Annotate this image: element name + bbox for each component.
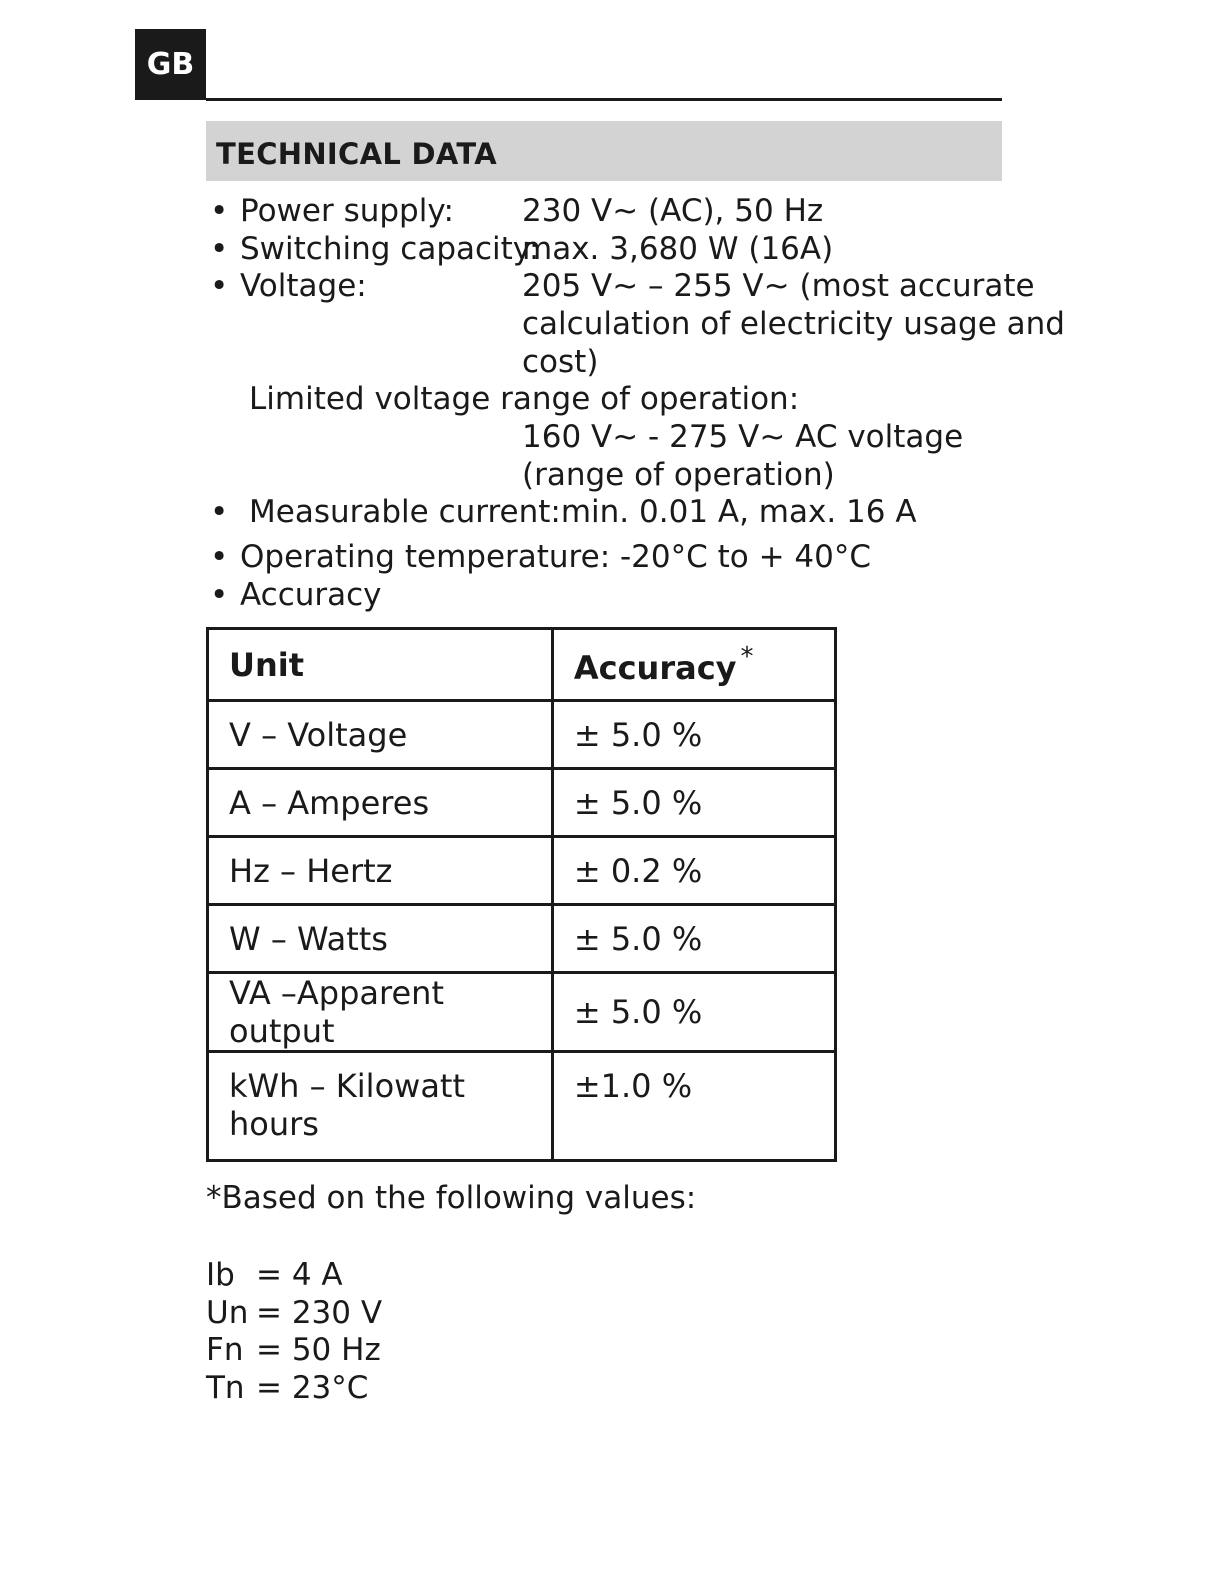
table-row [208,837,836,905]
bullet-icon: • [210,268,229,304]
unit-cell [208,1052,553,1161]
reference-value [206,1369,368,1407]
accuracy-cell: ± 5.0 % [552,905,835,973]
reference-value [206,1294,382,1332]
bullet-icon: • [210,231,229,267]
table-row [208,905,836,973]
voltage-label: Voltage: [240,268,367,304]
accuracy-cell: ± 0.2 % [552,837,835,905]
operating-temperature: Operating temperature: -20°C to + 40°C [240,539,872,575]
reference-val: = 23°C [256,1370,369,1406]
unit-cell: A – Amperes [208,769,553,837]
table-row [208,1052,836,1161]
unit-cell: W – Watts [208,905,553,973]
reference-key: Un [206,1295,249,1331]
unit-cell: Hz – Hertz [208,837,553,905]
measurable-current: Measurable current:min. 0.01 A, max. 16 A [249,494,917,530]
accuracy-cell: ± 5.0 % [552,973,835,1052]
accuracy-heading: Accuracy [240,577,382,613]
unit-cell: V – Voltage [208,701,553,769]
unit-line-1: kWh – Kilowatt [229,1067,466,1105]
accuracy-cell: ±1.0 % [552,1052,835,1161]
language-tab: GB [135,29,206,100]
reference-val: = 230 V [256,1295,383,1331]
bullet-icon: • [210,193,229,229]
power-supply-label: Power supply: [240,193,454,229]
table-row [208,701,836,769]
header-asterisk: * [740,642,754,672]
accuracy-cell: ± 5.0 % [552,769,835,837]
reference-key: Fn [206,1332,244,1368]
header-accuracy [552,629,835,701]
header-accuracy-label: Accuracy [573,649,737,687]
unit-cell: VA –Apparent output [208,973,553,1052]
limited-voltage-line-2: (range of operation) [522,457,835,493]
limited-voltage-label: Limited voltage range of operation: [249,381,800,417]
section-title: TECHNICAL DATA [216,137,497,171]
power-supply-value: 230 V~ (AC), 50 Hz [522,193,824,229]
switching-capacity-label: Switching capacity: [240,231,540,267]
unit-line-2: hours [229,1105,319,1143]
bullet-icon: • [210,494,229,530]
reference-value [206,1256,343,1294]
table-row [208,973,836,1052]
reference-val: = 4 A [256,1257,343,1293]
switching-capacity-value: max. 3,680 W (16A) [522,231,834,267]
section-header [206,121,1002,181]
header-rule [206,98,1002,101]
reference-value [206,1331,381,1369]
header-unit: Unit [208,629,553,701]
accuracy-cell: ± 5.0 % [552,701,835,769]
bullet-icon: • [210,539,229,575]
voltage-value-line-3: cost) [522,344,599,380]
voltage-value-line-2: calculation of electricity usage and [522,306,1065,342]
bullet-icon: • [210,577,229,613]
limited-voltage-line-1: 160 V~ - 275 V~ AC voltage [522,419,964,455]
reference-val: = 50 Hz [256,1332,381,1368]
table-row [208,769,836,837]
footnote: *Based on the following values: [206,1180,697,1216]
voltage-value-line-1: 205 V~ – 255 V~ (most accurate [522,268,1035,304]
reference-key: Tn [206,1370,245,1406]
accuracy-table [206,627,837,1162]
reference-key: Ib [206,1257,235,1293]
table-header-row [208,629,836,701]
